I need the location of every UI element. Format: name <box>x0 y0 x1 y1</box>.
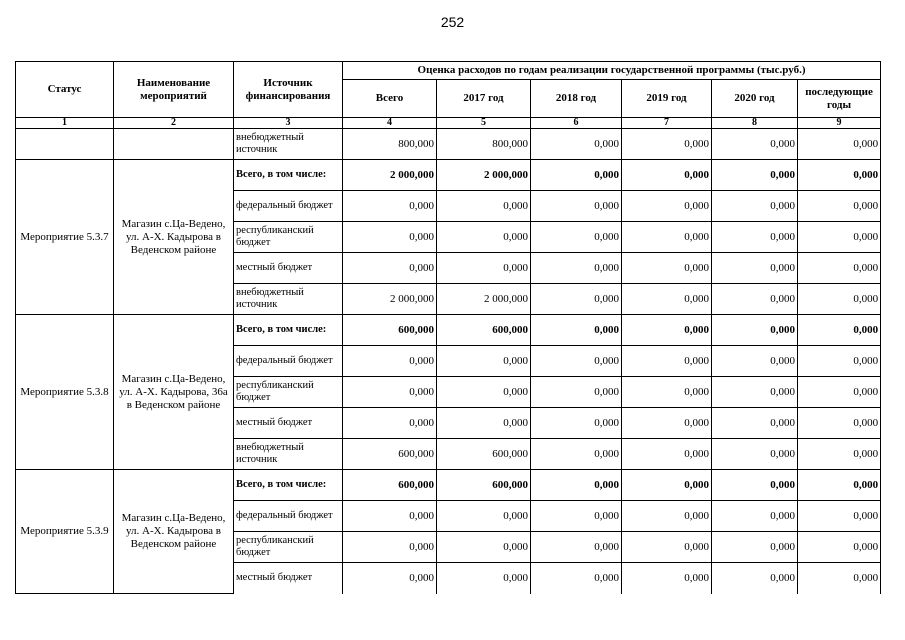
column-number: 8 <box>712 118 798 129</box>
amount-cell: 0,000 <box>531 191 622 222</box>
funding-source: федеральный бюджет <box>234 346 343 377</box>
amount-cell: 0,000 <box>798 563 881 594</box>
amount-cell: 0,000 <box>712 532 798 563</box>
amount-cell: 600,000 <box>437 315 531 346</box>
amount-cell: 0,000 <box>622 470 712 501</box>
table-row <box>16 470 881 501</box>
amount-cell: 0,000 <box>437 191 531 222</box>
event-name: Магазин с.Ца-Ведено, ул. А-Х. Кадырова, 36а в Веденском районе <box>114 315 234 470</box>
amount-cell: 0,000 <box>531 315 622 346</box>
amount-cell: 0,000 <box>531 129 622 160</box>
funding-source: внебюджетный источник <box>234 129 343 160</box>
amount-cell: 0,000 <box>798 253 881 284</box>
amount-cell: 0,000 <box>531 501 622 532</box>
event-status: Мероприятие 5.3.8 <box>16 315 114 470</box>
amount-cell: 800,000 <box>343 129 437 160</box>
event-name: Магазин с.Ца-Ведено, ул. А-Х. Кадырова в Веденском районе <box>114 470 234 594</box>
amount-cell: 0,000 <box>622 346 712 377</box>
funding-source: местный бюджет <box>234 253 343 284</box>
amount-cell: 0,000 <box>712 191 798 222</box>
amount-cell: 0,000 <box>531 377 622 408</box>
column-number: 7 <box>622 118 712 129</box>
amount-cell: 0,000 <box>622 191 712 222</box>
event-status <box>16 129 114 160</box>
funding-source: республиканский бюджет <box>234 377 343 408</box>
amount-cell: 2 000,000 <box>343 160 437 191</box>
amount-cell: 0,000 <box>622 439 712 470</box>
amount-cell: 600,000 <box>437 470 531 501</box>
funding-source: Всего, в том числе: <box>234 315 343 346</box>
amount-cell: 0,000 <box>343 501 437 532</box>
column-number: 2 <box>114 118 234 129</box>
table-body <box>16 129 881 594</box>
amount-cell: 0,000 <box>531 284 622 315</box>
funding-source: федеральный бюджет <box>234 501 343 532</box>
funding-source: местный бюджет <box>234 408 343 439</box>
amount-cell: 0,000 <box>798 470 881 501</box>
amount-cell: 0,000 <box>712 315 798 346</box>
amount-cell: 0,000 <box>622 501 712 532</box>
amount-cell: 800,000 <box>437 129 531 160</box>
amount-cell: 0,000 <box>437 222 531 253</box>
amount-cell: 2 000,000 <box>343 284 437 315</box>
amount-cell: 0,000 <box>343 377 437 408</box>
amount-cell: 0,000 <box>531 160 622 191</box>
amount-cell: 0,000 <box>531 532 622 563</box>
amount-cell: 0,000 <box>712 470 798 501</box>
column-number: 6 <box>531 118 622 129</box>
column-number: 4 <box>343 118 437 129</box>
amount-cell: 0,000 <box>437 563 531 594</box>
amount-cell: 0,000 <box>798 408 881 439</box>
amount-cell: 0,000 <box>531 408 622 439</box>
amount-cell: 0,000 <box>343 532 437 563</box>
header-status: Статус <box>16 62 114 118</box>
amount-cell: 0,000 <box>798 377 881 408</box>
amount-cell: 0,000 <box>798 129 881 160</box>
amount-cell: 0,000 <box>798 284 881 315</box>
amount-cell: 0,000 <box>712 563 798 594</box>
amount-cell: 0,000 <box>712 129 798 160</box>
funding-source: внебюджетный источник <box>234 439 343 470</box>
header-year: 2019 год <box>622 80 712 118</box>
amount-cell: 0,000 <box>531 439 622 470</box>
amount-cell: 0,000 <box>712 222 798 253</box>
amount-cell: 0,000 <box>622 563 712 594</box>
amount-cell: 0,000 <box>531 222 622 253</box>
amount-cell: 0,000 <box>622 222 712 253</box>
budget-table <box>15 61 881 594</box>
header-year: 2017 год <box>437 80 531 118</box>
column-number: 5 <box>437 118 531 129</box>
amount-cell: 0,000 <box>712 346 798 377</box>
amount-cell: 0,000 <box>622 532 712 563</box>
amount-cell: 0,000 <box>531 346 622 377</box>
amount-cell: 0,000 <box>437 408 531 439</box>
amount-cell: 0,000 <box>437 253 531 284</box>
amount-cell: 0,000 <box>712 408 798 439</box>
amount-cell: 0,000 <box>798 160 881 191</box>
header-name: Наименование мероприятий <box>114 62 234 118</box>
amount-cell: 0,000 <box>437 501 531 532</box>
funding-source: федеральный бюджет <box>234 191 343 222</box>
amount-cell: 0,000 <box>622 284 712 315</box>
amount-cell: 0,000 <box>531 470 622 501</box>
amount-cell: 0,000 <box>798 191 881 222</box>
amount-cell: 0,000 <box>622 377 712 408</box>
table-row <box>16 315 881 346</box>
amount-cell: 0,000 <box>798 222 881 253</box>
event-status: Мероприятие 5.3.9 <box>16 470 114 594</box>
table-row <box>16 160 881 191</box>
amount-cell: 0,000 <box>798 315 881 346</box>
funding-source: Всего, в том числе: <box>234 160 343 191</box>
header-year: последующие годы <box>798 80 881 118</box>
amount-cell: 0,000 <box>622 129 712 160</box>
amount-cell: 0,000 <box>798 532 881 563</box>
column-number: 3 <box>234 118 343 129</box>
amount-cell: 0,000 <box>437 532 531 563</box>
page-number: 252 <box>440 14 465 30</box>
funding-source: республиканский бюджет <box>234 222 343 253</box>
amount-cell: 0,000 <box>437 377 531 408</box>
amount-cell: 0,000 <box>712 284 798 315</box>
funding-source: местный бюджет <box>234 563 343 594</box>
amount-cell: 0,000 <box>343 408 437 439</box>
event-name <box>114 129 234 160</box>
amount-cell: 0,000 <box>712 501 798 532</box>
amount-cell: 600,000 <box>343 470 437 501</box>
header-year: 2020 год <box>712 80 798 118</box>
funding-source: республиканский бюджет <box>234 532 343 563</box>
header-year: Всего <box>343 80 437 118</box>
amount-cell: 0,000 <box>798 501 881 532</box>
amount-cell: 0,000 <box>343 253 437 284</box>
amount-cell: 600,000 <box>343 439 437 470</box>
amount-cell: 0,000 <box>712 377 798 408</box>
amount-cell: 0,000 <box>622 160 712 191</box>
header-source: Источник финансирования <box>234 62 343 118</box>
funding-source: внебюджетный источник <box>234 284 343 315</box>
amount-cell: 2 000,000 <box>437 160 531 191</box>
amount-cell: 0,000 <box>798 439 881 470</box>
amount-cell: 0,000 <box>622 253 712 284</box>
column-number: 9 <box>798 118 881 129</box>
amount-cell: 0,000 <box>343 563 437 594</box>
amount-cell: 0,000 <box>622 408 712 439</box>
amount-cell: 600,000 <box>437 439 531 470</box>
amount-cell: 0,000 <box>622 315 712 346</box>
amount-cell: 0,000 <box>531 563 622 594</box>
event-name: Магазин с.Ца-Ведено, ул. А-Х. Кадырова в Веденском районе <box>114 160 234 315</box>
header-estimate: Оценка расходов по годам реализации государственной программы (тыс.руб.) <box>343 62 881 80</box>
amount-cell: 0,000 <box>712 160 798 191</box>
column-number: 1 <box>16 118 114 129</box>
amount-cell: 600,000 <box>343 315 437 346</box>
amount-cell: 0,000 <box>712 253 798 284</box>
amount-cell: 0,000 <box>343 191 437 222</box>
amount-cell: 0,000 <box>531 253 622 284</box>
amount-cell: 2 000,000 <box>437 284 531 315</box>
funding-source: Всего, в том числе: <box>234 470 343 501</box>
amount-cell: 0,000 <box>712 439 798 470</box>
amount-cell: 0,000 <box>343 346 437 377</box>
event-status: Мероприятие 5.3.7 <box>16 160 114 315</box>
header-year: 2018 год <box>531 80 622 118</box>
amount-cell: 0,000 <box>798 346 881 377</box>
amount-cell: 0,000 <box>343 222 437 253</box>
table-row <box>16 129 881 160</box>
amount-cell: 0,000 <box>437 346 531 377</box>
